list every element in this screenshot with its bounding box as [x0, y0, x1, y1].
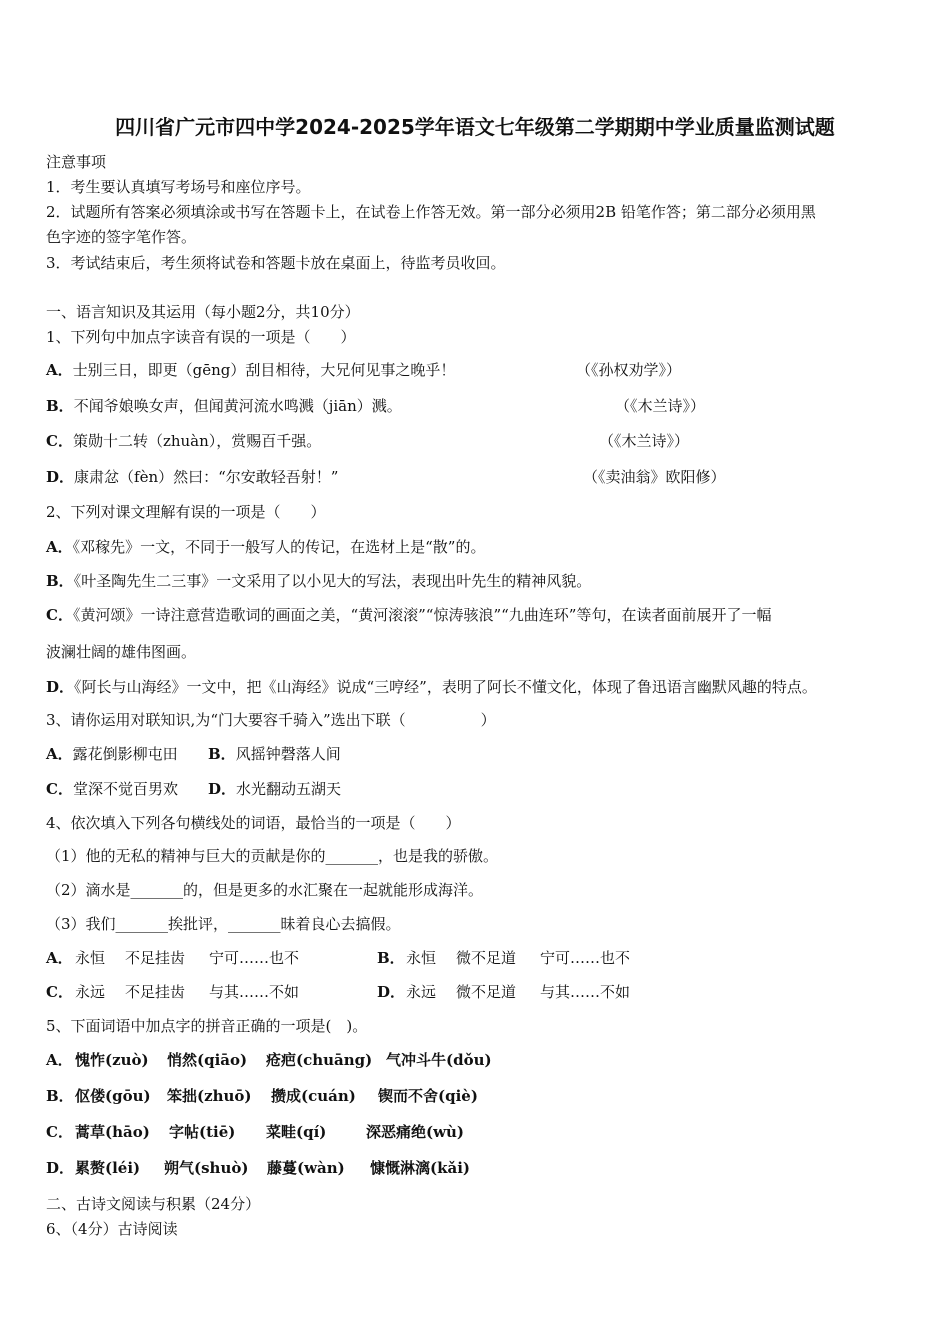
q1-option-a — [46, 360, 455, 380]
q4-option-word: 宁可……也不 — [540, 949, 631, 967]
option-label: D． — [208, 780, 237, 798]
q5-option-word: 慷慨淋漓(kǎi) — [370, 1159, 471, 1177]
q5-option-word: 朔气(shuò) — [164, 1159, 249, 1177]
option-label: C． — [46, 1123, 73, 1141]
option-text: 士别三日，即更（gēng）刮目相待，大兄何见事之晚乎！ — [72, 361, 456, 379]
q5-option-word: 笨拙(zhuō) — [167, 1087, 252, 1105]
q4-option-word: 永恒 — [75, 949, 106, 967]
page-title: 四川省广元市四中学2024-2025学年语文七年级第二学期期中学业质量监测试题 — [115, 115, 835, 139]
option-label: A． — [46, 361, 73, 379]
q4-option-word: 微不足道 — [456, 949, 517, 967]
q5-option-b — [46, 1086, 74, 1106]
q1-option-a-source: （《孙权劝学》） — [576, 361, 682, 379]
q2-option-b — [46, 571, 591, 591]
option-label: B． — [377, 949, 405, 967]
q5-option-word: 锲而不舍(qiè) — [378, 1087, 478, 1105]
q4-sentence: （2）滴水是_______的，但是更多的水汇聚在一起就能形成海洋。 — [46, 881, 484, 899]
option-text: 《阿长与山海经》一文中，把《山海经》说成“三哼经”，表明了阿长不懂文化，体现了鲁迅语言幽默风趣的特点。 — [74, 678, 817, 696]
q3-stem: 3、请你运用对联知识,为“门大要容千骑入”选出下联（ ） — [46, 711, 496, 729]
option-label: B． — [46, 397, 74, 415]
q3-option-a — [46, 744, 178, 764]
q4-option-word: 不足挂齿 — [125, 949, 186, 967]
q6-stem: 6、（4分）古诗阅读 — [46, 1220, 178, 1238]
option-label: C． — [46, 983, 73, 1001]
q2-option-c-cont: 波澜壮阔的雄伟图画。 — [46, 643, 197, 661]
option-text: 露花倒影柳屯田 — [72, 745, 178, 763]
q5-option-word: 字帖(tiē) — [169, 1123, 236, 1141]
q3-option-d — [208, 779, 341, 799]
option-text: 不闻爷娘唤女声，但闻黄河流水鸣溅（jiān）溅。 — [73, 397, 402, 415]
option-label: D． — [46, 678, 75, 696]
q5-option-word: 深恶痛绝(wù) — [366, 1123, 465, 1141]
q4-option-word: 宁可……也不 — [209, 949, 300, 967]
q5-option-word: 悄然(qiāo) — [167, 1051, 248, 1069]
q4-option-word: 不足挂齿 — [125, 983, 186, 1001]
option-label: C． — [46, 432, 73, 450]
q5-option-word: 伛偻(gōu) — [75, 1087, 151, 1105]
option-label: C． — [46, 606, 73, 624]
q2-stem: 2、下列对课文理解有误的一项是（ ） — [46, 503, 326, 521]
q5-option-word: 气冲斗牛(dǒu) — [386, 1051, 492, 1069]
option-text: 康肃忿（fèn）然曰：“尔安敢轻吾射！” — [74, 468, 339, 486]
q4-option-word: 与其……不如 — [209, 983, 300, 1001]
q5-option-word: 疮疤(chuāng) — [266, 1051, 373, 1069]
q1-option-b — [46, 396, 402, 416]
option-label: B． — [46, 1087, 74, 1105]
option-text: 《叶圣陶先生二三事》一文采用了以小见大的写法，表现出叶先生的精神风貌。 — [73, 572, 592, 590]
q4-option-d — [377, 982, 405, 1002]
option-label: B． — [46, 572, 74, 590]
q5-option-word: 攒成(cuán) — [271, 1087, 356, 1105]
q1-option-d — [46, 467, 338, 487]
q1-stem: 1、下列句中加点字读音有误的一项是（ ） — [46, 328, 356, 346]
q3-option-c — [46, 779, 178, 799]
notice-item: 2．试题所有答案必须填涂或书写在答题卡上，在试卷上作答无效。第一部分必须用2B 铅笔作答；第二部分必须用黑 — [46, 203, 816, 221]
q5-option-word: 愧怍(zuò) — [75, 1051, 149, 1069]
q1-option-c — [46, 431, 321, 451]
q3-option-b — [208, 744, 341, 764]
q4-option-word: 微不足道 — [456, 983, 517, 1001]
q1-option-d-source: （《卖油翁》欧阳修） — [583, 468, 726, 486]
q4-option-word: 永远 — [75, 983, 106, 1001]
option-text: 《黄河颂》一诗注意营造歌词的画面之美，“黄河滚滚”“惊涛骇浪”“九曲连环”等句，在读者面前展开了一幅 — [72, 606, 772, 624]
q2-option-a — [46, 537, 485, 557]
q5-stem: 5、下面词语中加点字的拼音正确的一项是( )。 — [46, 1017, 368, 1035]
option-label: A． — [46, 538, 73, 556]
q5-option-c — [46, 1122, 73, 1142]
option-text: 水光翻动五湖天 — [236, 780, 342, 798]
q4-option-b — [377, 948, 405, 968]
option-label: D． — [46, 1159, 75, 1177]
q5-option-word: 菜畦(qí) — [266, 1123, 327, 1141]
q5-option-word: 藤蔓(wàn) — [267, 1159, 345, 1177]
notice-item: 3．考试结束后，考生须将试卷和答题卡放在桌面上，待监考员收回。 — [46, 254, 506, 272]
option-text: 堂深不觉百男欢 — [72, 780, 178, 798]
section1-heading: 一、语言知识及其运用（每小题2分，共10分） — [46, 303, 360, 321]
q5-option-word: 累赘(léi) — [75, 1159, 141, 1177]
option-label: A． — [46, 1051, 73, 1069]
q4-sentence: （1）他的无私的精神与巨大的贡献是你的_______，也是我的骄傲。 — [46, 847, 499, 865]
option-text: 风摇钟磬落人间 — [235, 745, 341, 763]
q4-option-c — [46, 982, 73, 1002]
section2-heading: 二、古诗文阅读与积累（24分） — [46, 1195, 261, 1213]
option-label: B． — [208, 745, 236, 763]
q4-option-word: 永远 — [406, 983, 437, 1001]
q2-option-c — [46, 605, 771, 625]
q4-option-word: 与其……不如 — [540, 983, 631, 1001]
q2-option-d — [46, 677, 817, 697]
option-label: D． — [46, 468, 75, 486]
q4-option-a — [46, 948, 73, 968]
q4-sentence: （3）我们_______挨批评，_______昧着良心去搞假。 — [46, 915, 401, 933]
option-label: C． — [46, 780, 73, 798]
q4-option-word: 永恒 — [406, 949, 437, 967]
option-text: 《邓稼先》一文，不同于一般写人的传记，在选材上是“散”的。 — [72, 538, 486, 556]
q4-stem: 4、依次填入下列各句横线处的词语，最恰当的一项是（ ） — [46, 814, 461, 832]
option-label: A． — [46, 949, 73, 967]
q1-option-b-source: （《木兰诗》） — [615, 397, 706, 415]
option-label: A． — [46, 745, 73, 763]
q1-option-c-source: （《木兰诗》） — [599, 432, 690, 450]
q5-option-word: 蒿草(hāo) — [75, 1123, 150, 1141]
option-label: D． — [377, 983, 406, 1001]
notice-item: 1．考生要认真填写考场号和座位序号。 — [46, 178, 311, 196]
notice-heading: 注意事项 — [46, 153, 107, 171]
q5-option-d — [46, 1158, 74, 1178]
notice-item: 色字迹的签字笔作答。 — [46, 228, 197, 246]
option-text: 策勋十二转（zhuàn），赏赐百千强。 — [72, 432, 322, 450]
q5-option-a — [46, 1050, 73, 1070]
